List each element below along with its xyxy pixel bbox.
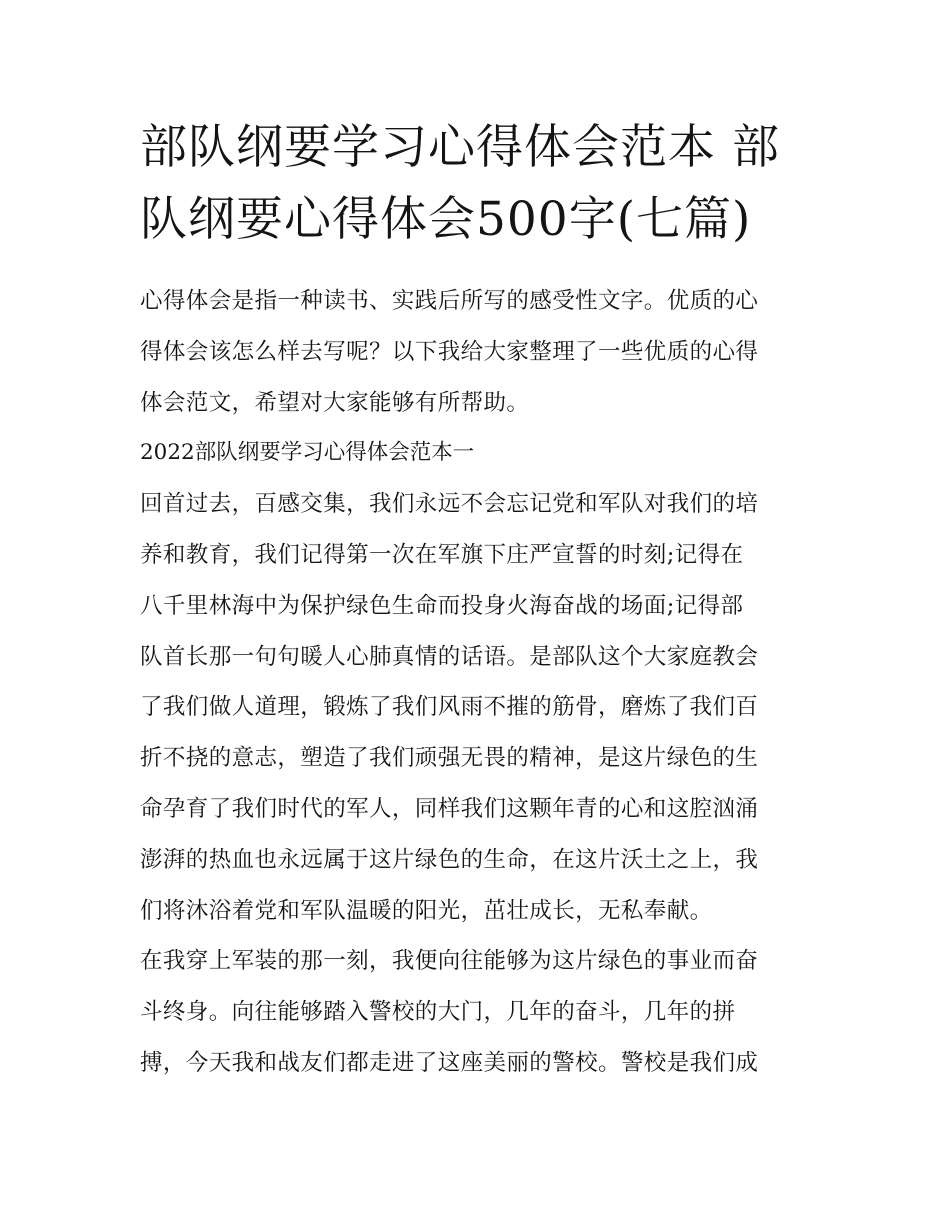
section-heading: 2022部队纲要学习心得体会范本一 [140,440,475,466]
text-line: 搏，今天我和战友们都走进了这座美丽的警校。警校是我们成 [140,1049,759,1076]
text-line: 斗终身。向往能够踏入警校的大门，几年的奋斗，几年的拼 [140,999,736,1026]
text-line: 在我穿上军装的那一刻，我便向往能够为这片绿色的事业而奋 [140,948,759,975]
text-line: 八千里林海中为保护绿色生命而投身火海奋战的场面;记得部 [140,592,744,619]
text-line: 养和教育，我们记得第一次在军旗下庄严宣誓的时刻;记得在 [140,541,744,568]
title-line: 队纲要心得体会500字(七篇) [140,192,752,247]
body-paragraph-2 [140,936,820,1088]
body-paragraph-1 [140,479,820,936]
text-line: 心得体会是指一种读书、实践后所写的感受性文字。优质的心 [140,288,759,314]
text-line: 命孕育了我们时代的军人，同样我们这颗年青的心和这腔汹涌 [140,795,759,822]
text-line: 体会范文，希望对大家能够有所帮助。 [140,389,530,416]
text-line: 澎湃的热血也永远属于这片绿色的生命，在这片沃土之上，我 [140,846,759,873]
text-line: 得体会该怎么样去写呢？以下我给大家整理了一些优质的心得 [140,338,759,365]
title-line: 部队纲要学习心得体会范本 部 [140,120,780,175]
document-title [140,112,820,256]
intro-paragraph [140,276,820,428]
text-line: 折不挠的意志，塑造了我们顽强无畏的精神，是这片绿色的生 [140,745,759,772]
document-body [140,276,820,1089]
text-line: 回首过去，百感交集，我们永远不会忘记党和军队对我们的培 [140,491,759,518]
text-line: 们将沐浴着党和军队温暖的阳光，茁壮成长，无私奉献。 [140,897,713,924]
text-line: 队首长那一句句暖人心肺真情的话语。是部队这个大家庭教会 [140,643,759,670]
text-line: 了我们做人道理，锻炼了我们风雨不摧的筋骨，磨炼了我们百 [140,694,759,721]
